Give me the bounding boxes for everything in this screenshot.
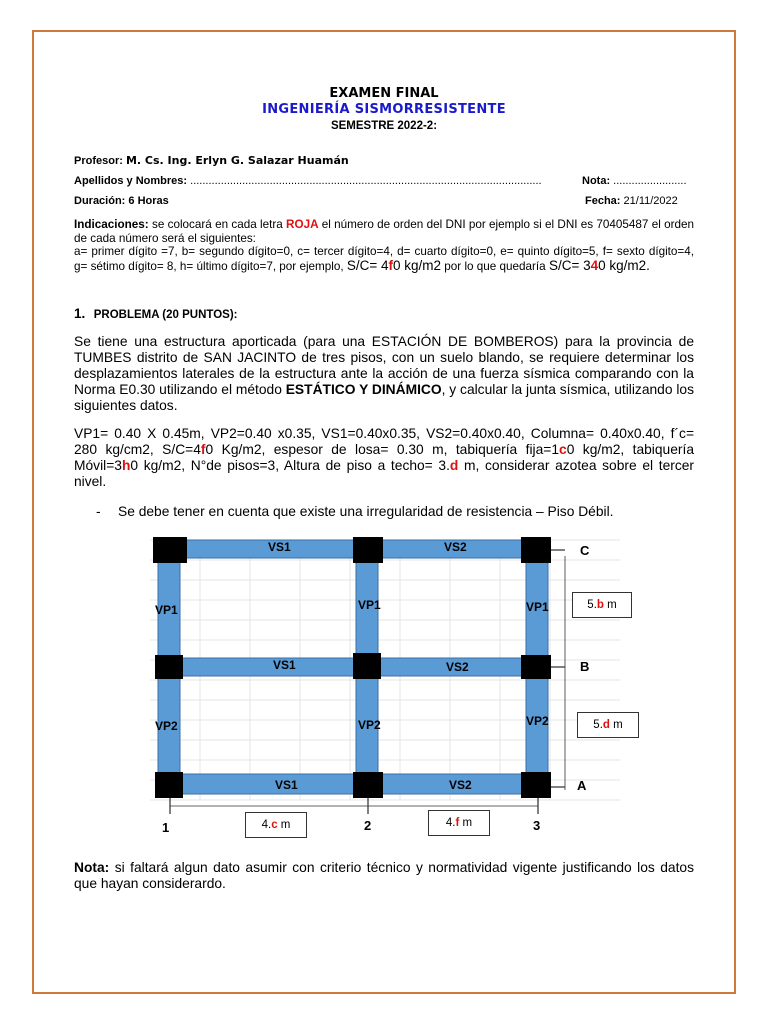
dimension-box-f [428, 810, 490, 836]
var-c: c [559, 442, 567, 457]
nota-bold-label: Nota: [74, 860, 110, 875]
p2d: 0 kg/m2, N°de pisos=3, Altura de piso a techo= 3. [130, 458, 450, 473]
sc-example-1 [347, 258, 441, 273]
column-b1 [155, 655, 183, 679]
var-f: f [200, 442, 206, 457]
frame-diagram [140, 530, 630, 840]
dim-text: 5. [593, 719, 603, 731]
duracion: Duración: 6 Horas [74, 195, 169, 207]
nota-paragraph [74, 860, 694, 892]
course-title: INGENIERÍA SISMORRESISTENTE [262, 102, 506, 117]
girder-label: VP1 [358, 598, 381, 612]
axis-label-2: 2 [364, 818, 372, 833]
dim-text: m [603, 599, 617, 611]
dimension-box-b [572, 592, 632, 618]
axis-label-a: A [577, 778, 587, 793]
apellidos-field[interactable]: ................................................................................................................... [190, 175, 542, 187]
sc1f: f [388, 257, 394, 273]
dim-var: d [602, 719, 610, 731]
column-b2 [353, 653, 381, 679]
column-a1 [155, 772, 183, 798]
column-b3 [521, 655, 551, 679]
ind-text-1: se colocará en cada letra [148, 218, 287, 231]
girder-label: VP1 [155, 603, 178, 617]
dimension-box-d [577, 712, 639, 738]
column-c2 [353, 537, 383, 563]
nota-label: Nota: [582, 175, 611, 187]
column-c3 [521, 537, 551, 563]
profesor-line [74, 154, 349, 167]
problem-title: PROBLEMA (20 PUNTOS): [93, 309, 238, 321]
beam-label: VS2 [446, 660, 469, 674]
girder-label: VP1 [526, 600, 549, 614]
dim-text: m [459, 817, 473, 829]
girder-label: VP2 [155, 719, 178, 733]
roja-word: ROJA [286, 218, 319, 231]
dim-text: 4. [445, 817, 456, 829]
problem-number: 1. [74, 306, 86, 321]
axis-label-1: 1 [162, 820, 170, 835]
sc2b: 0 kg/m2. [598, 257, 650, 273]
dimension-box-c [245, 812, 307, 838]
column-a2 [353, 772, 383, 798]
profesor-name: M. Cs. Ing. Erlyn G. Salazar Huamán [125, 154, 349, 167]
beam-label: VS1 [273, 658, 296, 672]
nota-line [582, 175, 687, 187]
fecha-line [585, 195, 678, 207]
axis-label-3: 3 [533, 818, 541, 833]
p2b: 0 Kg/m2, espesor de losa= 0.30 m, tabiquería fija=1 [205, 442, 560, 457]
semester: SEMESTRE 2022-2: [330, 120, 438, 132]
problem-paragraph-2 [74, 426, 694, 490]
p2e: m, considerar azotea sobre el tercer nivel. [74, 458, 695, 489]
nota-text: si faltará algun dato asumir con criterio técnico y normatividad vigente justificando los datos que hayan considerardo. [74, 860, 694, 891]
sc1a: S/C= 4 [346, 257, 389, 273]
apellidos-label: Apellidos y Nombres: [74, 175, 188, 187]
beam-label: VS2 [444, 540, 467, 554]
method-bold: ESTÁTICO Y DINÁMICO [285, 382, 442, 397]
nota-field[interactable]: ........................ [613, 175, 687, 187]
ind-text-2: el número de orden del DNI por ejemplo si el DNI es 70405487 el orden de cada número será el siguientes: [74, 218, 694, 245]
p1c: , y calcular la junta sísmica, utilizando los siguientes datos. [74, 382, 694, 413]
indicaciones [74, 218, 694, 273]
ind-text-3: a= primer dígito =7, b= segundo dígito=0, c= tercer dígito=4, d= cuarto dígito=0, e= quinto dígito=5, f= sexto dígito=4, g= sétimo dígito= 8, h= último dígito=7, por ejemplo, [74, 245, 694, 273]
ind-text-4: por lo que quedaría [441, 259, 549, 273]
bullet-text: Se debe tener en cuenta que existe una irregularidad de resistencia – Piso Débil. [118, 504, 614, 519]
axis-label-b: B [580, 659, 590, 674]
girder-label: VP2 [526, 714, 549, 728]
sc2d: 4 [590, 257, 599, 273]
apellidos-line [74, 175, 574, 187]
dim-text: 4. [261, 819, 272, 831]
problem-heading [74, 305, 237, 323]
bullet-dash: - [96, 504, 101, 519]
problem-paragraph-1 [74, 334, 694, 414]
column-c1 [153, 537, 187, 563]
var-d: d [449, 458, 459, 473]
indicaciones-label: Indicaciones: [74, 218, 149, 231]
fecha-value: 21/11/2022 [623, 195, 678, 207]
p2c2: 0 kg/m2, tabiquería Móvil=3 [74, 442, 694, 473]
sc1b: 0 kg/m2 [393, 257, 442, 273]
dim-var: b [596, 599, 604, 611]
axis-label-c: C [580, 543, 590, 558]
fecha-label: Fecha: [585, 195, 621, 207]
sc-example-2 [549, 258, 650, 273]
beam-label: VS1 [268, 540, 291, 554]
beam-label: VS1 [275, 778, 298, 792]
beam-label: VS2 [449, 778, 472, 792]
girder-label: VP2 [358, 718, 381, 732]
p2a: VP1= 0.40 X 0.45m, VP2=0.40 x0.35, VS1=0.40x0.35, VS2=0.40x0.40, Columna= 0.40x0.40, f´c= 280 kg/cm2, S/C=4 [74, 426, 694, 457]
dim-text: 5. [587, 599, 597, 611]
dim-var: c [271, 819, 278, 831]
profesor-label: Profesor: [74, 155, 126, 167]
exam-title: EXAMEN FINAL [329, 86, 439, 101]
dim-text: m [277, 819, 291, 831]
dim-var: f [455, 817, 460, 829]
column-a3 [521, 772, 551, 798]
var-h: h [121, 458, 131, 473]
sc2a: S/C= 3 [548, 257, 591, 273]
dim-text: m [609, 719, 623, 731]
p1a: Se tiene una estructura aporticada (para una ESTACIÓN DE BOMBEROS) para la provincia de TUMBES distrito de SAN JACINTO de tres pisos, con un suelo blando, se requiere determinar los desplazamientos laterales de la estructura ante la acción de una fuerza sísmica comparando con la Norma E0.30 utilizando el método [74, 334, 694, 397]
